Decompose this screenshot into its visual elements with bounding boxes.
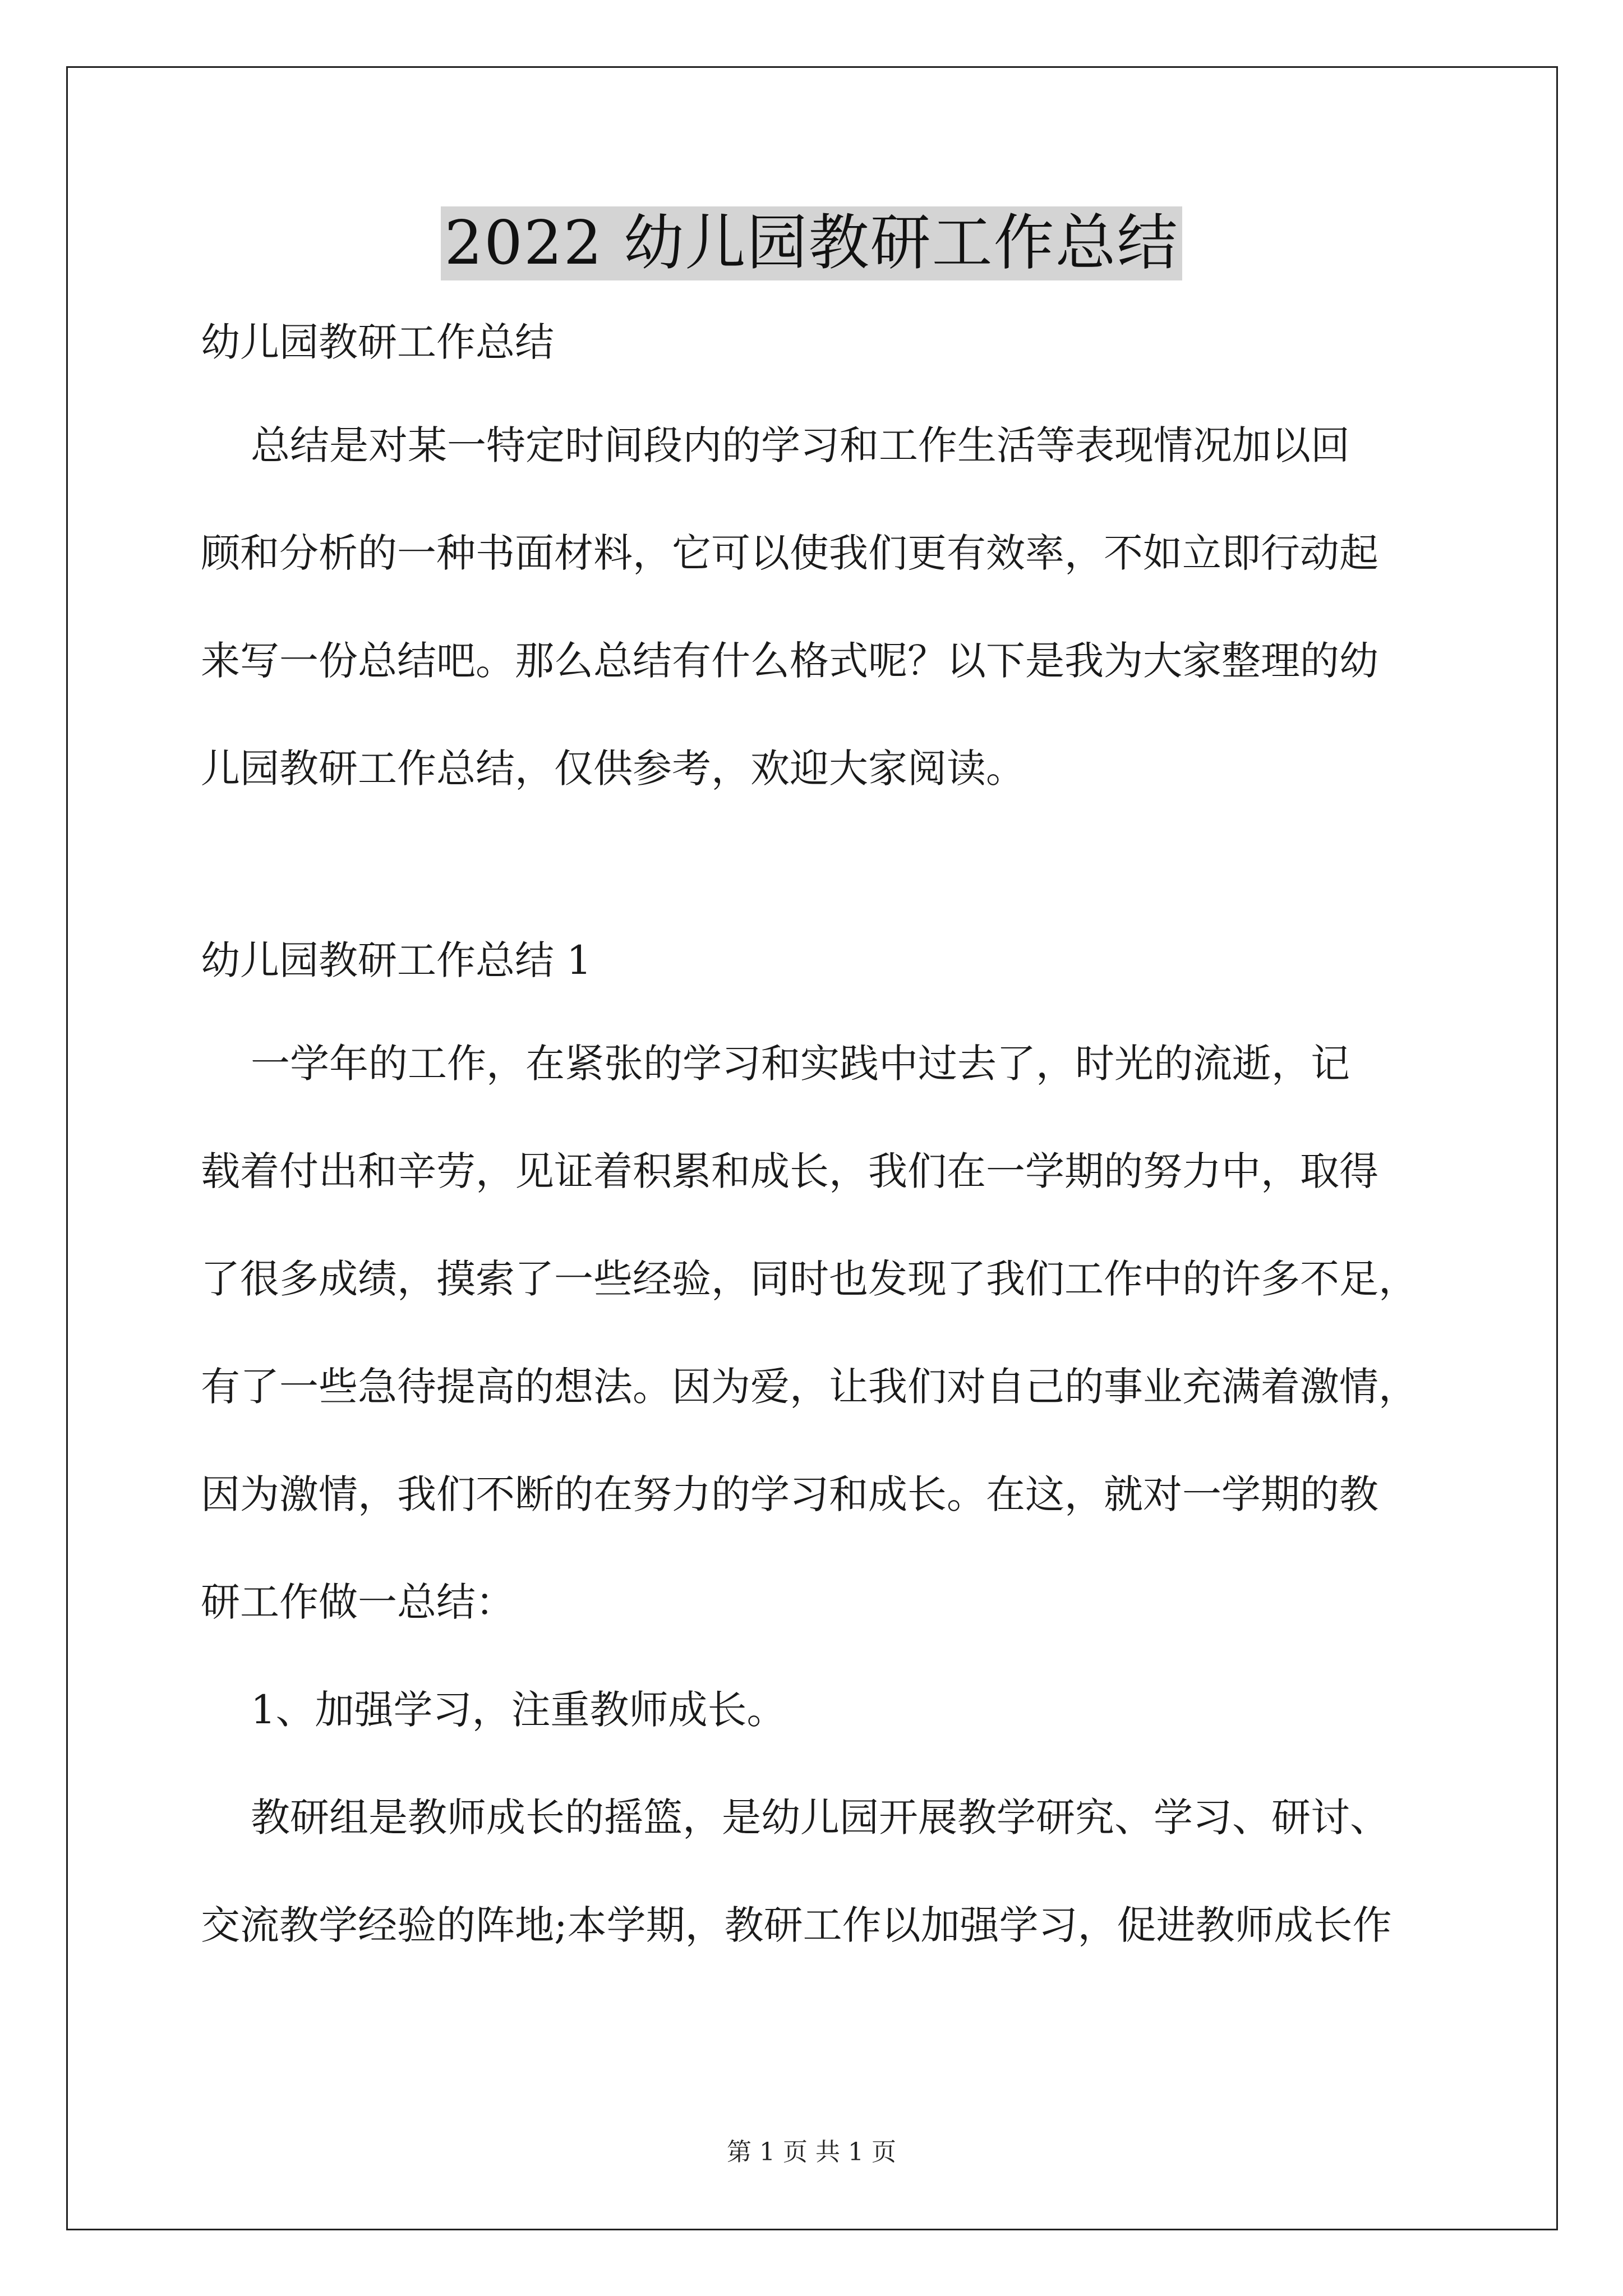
title-wrap: [0, 206, 1623, 280]
document-title: 2022 幼儿园教研工作总结: [441, 206, 1182, 280]
item-line: 教研组是教师成长的摇篮，是幼儿园开展教学研究、学习、研讨、: [201, 1795, 1390, 1841]
document-body: [201, 314, 1429, 2005]
item-heading: 1、加强学习，注重教师成长。: [201, 1687, 786, 1733]
section-line: 了很多成绩，摸索了一些经验，同时也发现了我们工作中的许多不足，: [201, 1256, 1418, 1302]
section-paragraph: [201, 1036, 1429, 1953]
section-gap: [201, 848, 1429, 932]
subtitle: 幼儿园教研工作总结: [201, 319, 554, 365]
section-line: 一学年的工作，在紧张的学习和实践中过去了，时光的流逝，记: [201, 1041, 1350, 1087]
section-line: 研工作做一总结：: [201, 1579, 515, 1625]
intro-line: 总结是对某一特定时间段内的学习和工作生活等表现情况加以回: [201, 422, 1350, 468]
intro-paragraph: [201, 417, 1429, 797]
intro-line: 来写一份总结吧。那么总结有什么格式呢？以下是我为大家整理的幼: [201, 638, 1378, 684]
section-heading: 幼儿园教研工作总结 1: [201, 937, 592, 983]
intro-line: 顾和分析的一种书面材料，它可以使我们更有效率，不如立即行动起: [201, 530, 1378, 576]
section-line: 有了一些急待提高的想法。因为爱，让我们对自己的事业充满着激情，: [201, 1364, 1418, 1410]
item-line: 交流教学经验的阵地;本学期，教研工作以加强学习，促进教师成长作: [201, 1902, 1392, 1948]
section-line: 因为激情，我们不断的在努力的学习和成长。在这，就对一学期的教: [201, 1471, 1378, 1517]
intro-line: 儿园教研工作总结，仅供参考，欢迎大家阅读。: [201, 746, 1025, 792]
page-footer: 第 1 页 共 1 页: [727, 2138, 896, 2166]
section-line: 载着付出和辛劳，见证着积累和成长，我们在一学期的努力中，取得: [201, 1148, 1378, 1194]
